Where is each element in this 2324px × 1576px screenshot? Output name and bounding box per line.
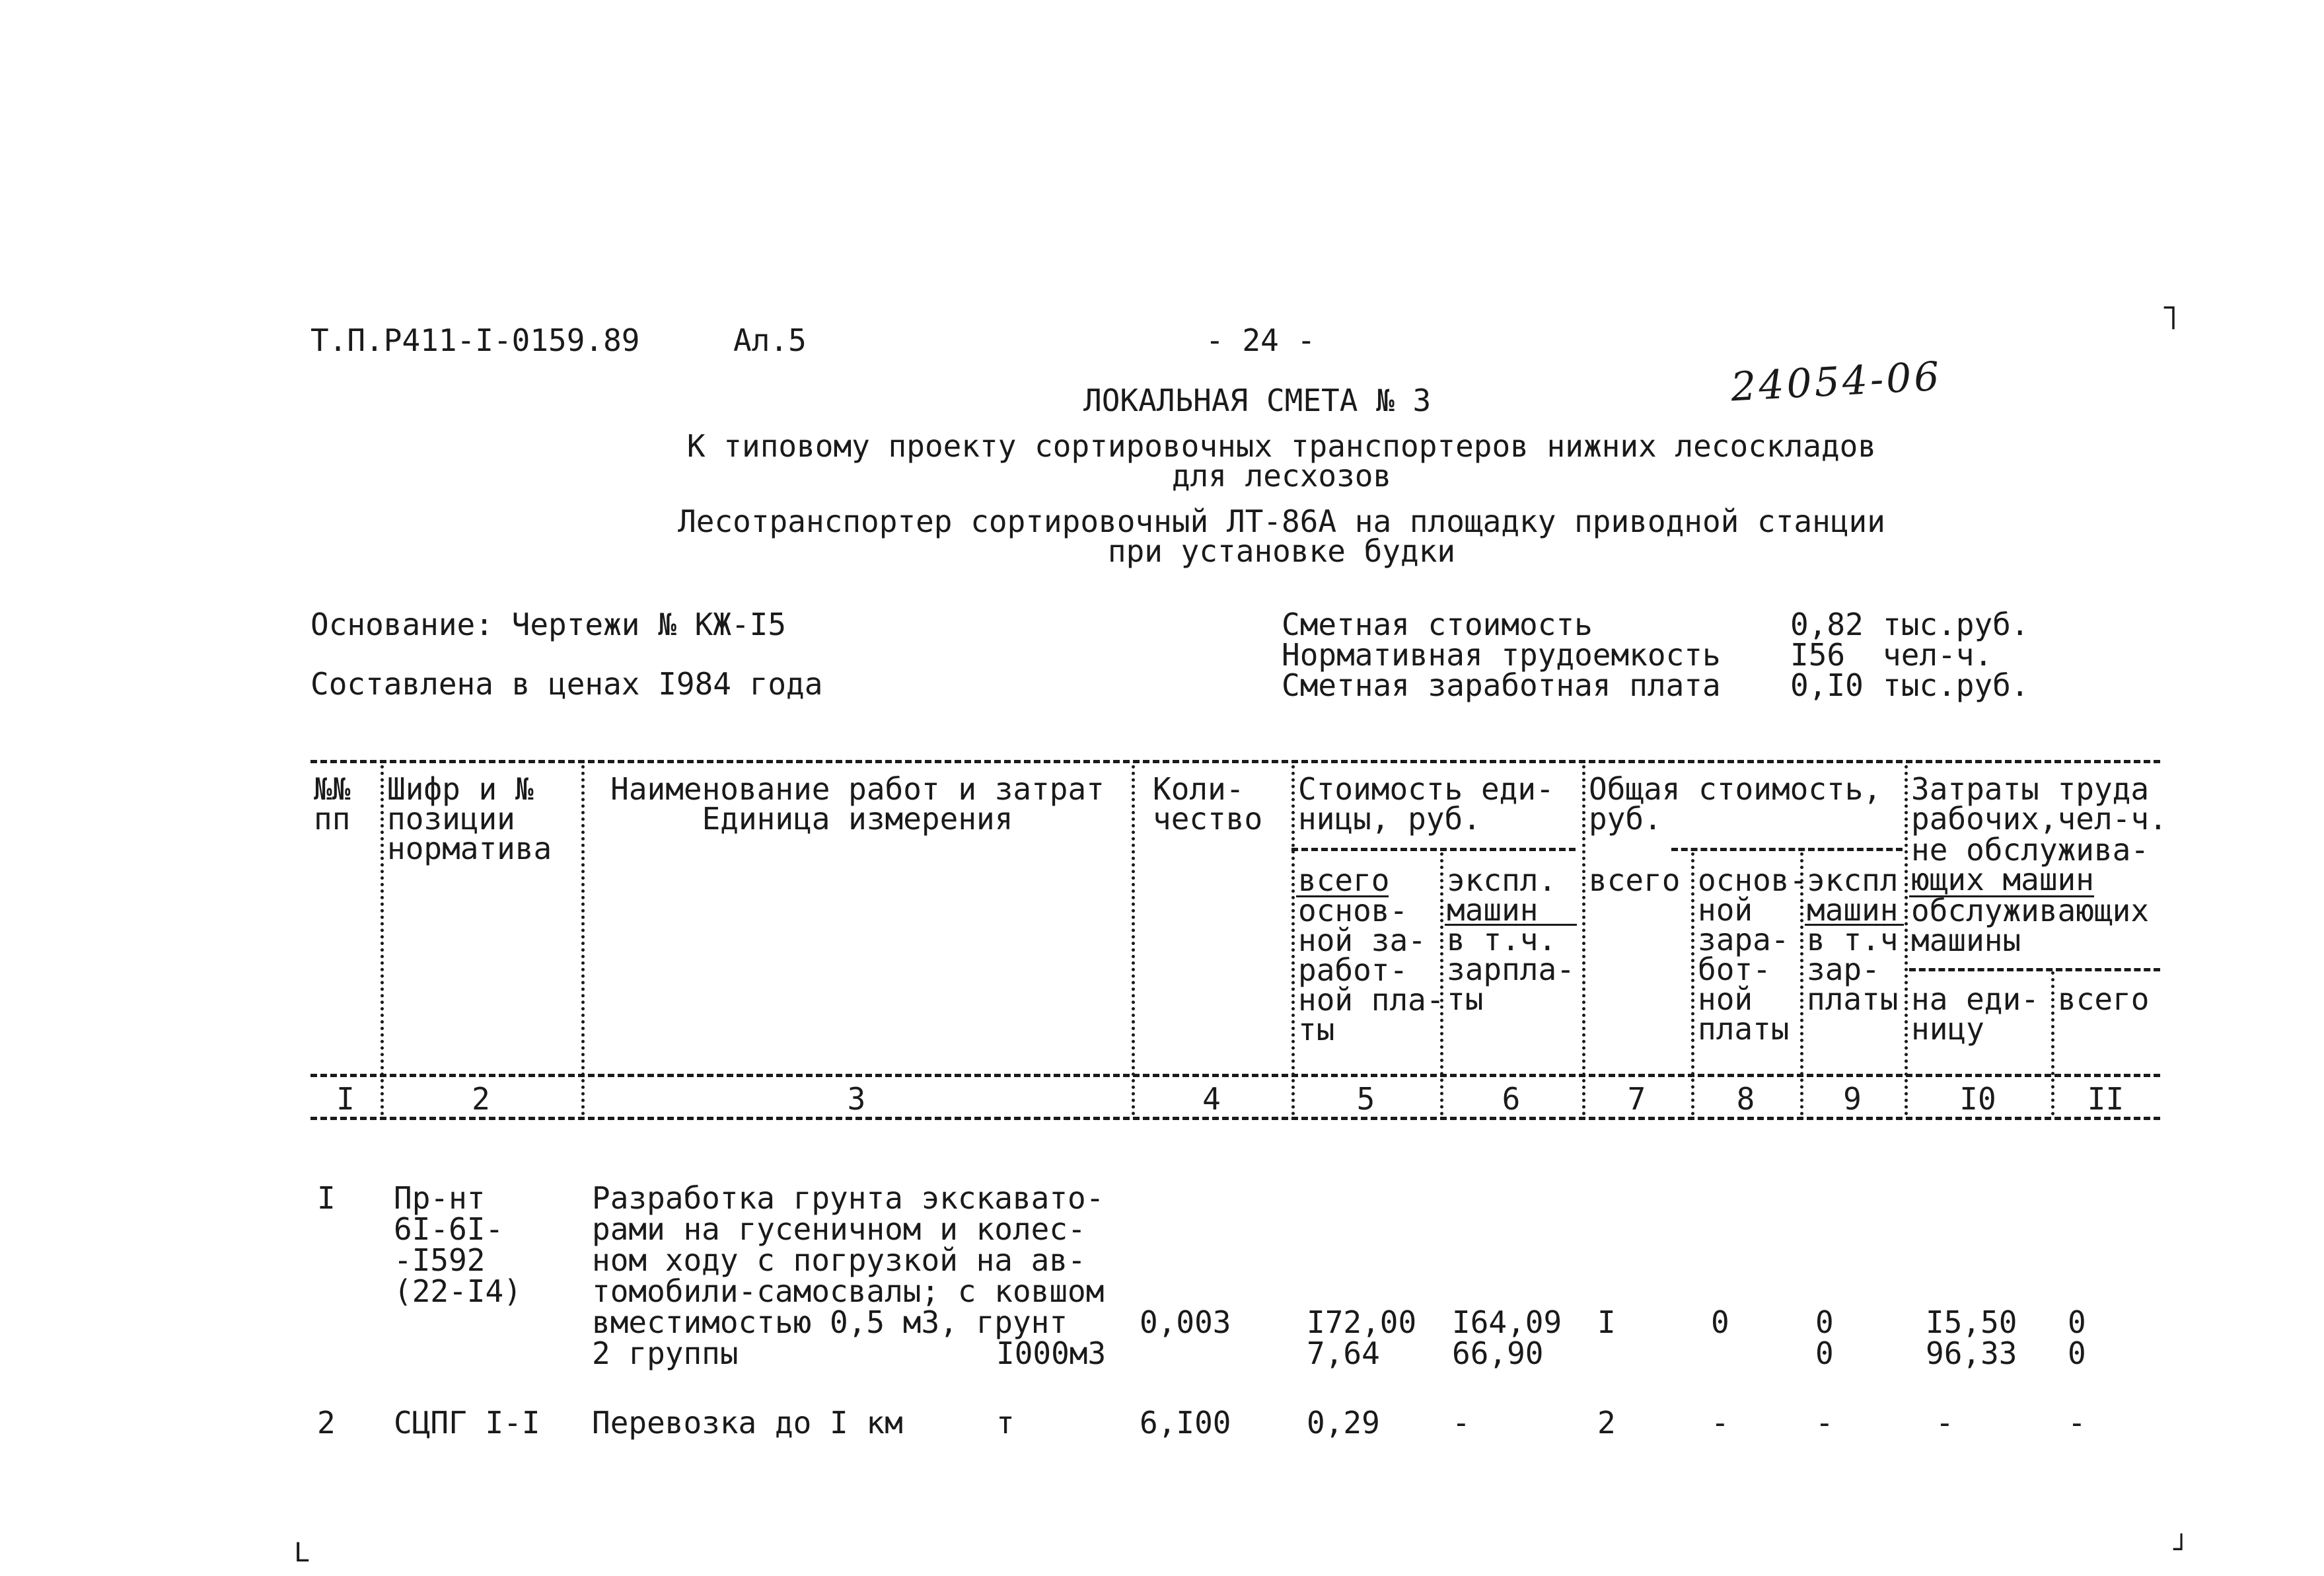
column-number: 9 — [1843, 1081, 1862, 1117]
row1-total-machines: 0 0 — [1815, 1304, 1834, 1371]
col-separator — [1905, 765, 1908, 1115]
row1-code: Пр-нт 6I-6I- -I592 (22-I4) — [394, 1180, 522, 1309]
header-labor: Затраты труда рабочих,чел-ч. — [1911, 771, 2167, 837]
col-separator — [1691, 852, 1694, 1115]
doc-reference: Т.П.Р411-I-0159.89 — [310, 322, 640, 358]
header-total-machine-wages: в т.ч зар- платы — [1807, 922, 1899, 1017]
row2-quantity: 6,I00 — [1140, 1405, 1231, 1441]
estimate-title: ЛОКАЛЬНАЯ СМЕТА № 3 — [1083, 383, 1432, 418]
header-unit-total: всего — [1298, 862, 1390, 898]
album-number: Ал.5 — [733, 322, 807, 358]
row1-total-cost: I — [1597, 1304, 1616, 1340]
page-number: - 24 - — [1206, 322, 1316, 358]
table-top-rule — [310, 760, 2160, 763]
column-number: 2 — [472, 1081, 490, 1117]
row2-labor-per-unit: - — [1936, 1405, 1954, 1441]
header-labor-total: всего — [2058, 981, 2150, 1017]
corner-mark-top: ˥ — [2159, 298, 2180, 338]
object-line-1: Лесотранспортер сортировочный ЛТ-86А на площадку приводной станции — [678, 504, 1885, 539]
object-line-2: при установке будки — [1107, 533, 1456, 569]
total-cost-sub-rule — [1671, 848, 1903, 851]
header-unit-cost: Стоимость еди- ницы, руб. — [1298, 771, 1554, 837]
header-total-wages: основ- ной зара- бот- ной платы — [1698, 862, 1808, 1047]
header-row-number: №№ пп — [314, 771, 351, 837]
col-separator — [1582, 765, 1585, 1115]
project-line-2: для лесхозов — [1171, 458, 1392, 494]
column-number: 6 — [1502, 1081, 1521, 1117]
basis-drawings: Основание: Чертежи № КЖ-I5 — [310, 607, 787, 642]
header-total-cost: Общая стоимость, руб. — [1589, 771, 1882, 837]
project-line-1: К типовому проекту сортировочных транспортеров нижних лесоскладов — [686, 428, 1877, 464]
row2-total-cost: 2 — [1597, 1405, 1616, 1441]
row2-labor-total: - — [2068, 1405, 2086, 1441]
column-number: II — [2087, 1081, 2124, 1117]
row1-unit-cost: I72,00 7,64 — [1307, 1304, 1417, 1371]
row2-total-wages: - — [1711, 1405, 1729, 1441]
summary-value-wages: 0,I0 — [1790, 667, 1864, 703]
row1-labor-per-unit: I5,50 96,33 — [1926, 1304, 2017, 1371]
header-norm-code: Шифр и № позиции норматива — [387, 771, 552, 866]
summary-label-cost: Сметная стоимость — [1282, 607, 1593, 642]
column-number: 7 — [1627, 1081, 1646, 1117]
row1-number: I — [317, 1180, 336, 1216]
row1-labor-total: 0 0 — [2068, 1304, 2086, 1371]
row2-name: Перевозка до I км — [592, 1405, 903, 1441]
summary-label-labor: Нормативная трудоемкость — [1282, 637, 1721, 673]
column-numbers-rule — [310, 1117, 2160, 1120]
header-total-machines: экспл машин — [1807, 862, 1899, 928]
row1-unit-machines: I64,09 66,90 — [1452, 1304, 1562, 1371]
summary-unit-labor: чел-ч. — [1883, 637, 1993, 673]
header-unit-machine-wages: в т.ч. зарпла- ты — [1447, 922, 1575, 1017]
row2-code: СЦПГ I-I — [394, 1405, 540, 1441]
row2-unit: т — [996, 1405, 1015, 1441]
summary-value-cost: 0,82 — [1790, 607, 1864, 642]
column-number: 5 — [1356, 1081, 1375, 1117]
col-separator — [581, 765, 585, 1115]
column-number: 3 — [847, 1081, 866, 1117]
corner-mark-bottom-left: L — [294, 1538, 310, 1568]
corner-mark-bottom-right: ┘ — [2173, 1534, 2190, 1565]
row2-unit-machines: - — [1452, 1405, 1471, 1441]
summary-unit-wages: тыс.руб. — [1883, 667, 2029, 703]
row1-total-wages: 0 — [1711, 1304, 1729, 1340]
row2-unit-cost: 0,29 — [1307, 1405, 1380, 1441]
row2-total-machines: - — [1815, 1405, 1834, 1441]
col-separator — [381, 765, 384, 1115]
header-quantity: Коли- чество — [1153, 771, 1263, 837]
unit-cost-sub-rule — [1291, 848, 1576, 851]
row1-unit: I000м3 — [996, 1335, 1107, 1371]
header-labor-not-serving: не обслужива- ющих машин — [1911, 832, 2150, 897]
col-separator — [1132, 765, 1135, 1115]
col-separator — [1291, 765, 1295, 1115]
basis-prices: Составлена в ценах I984 года — [310, 666, 823, 702]
column-number: 4 — [1202, 1081, 1221, 1117]
column-number: I — [336, 1081, 355, 1117]
row1-name: Разработка грунта экскавато- рами на гусеничном и колес- ном ходу с погрузкой на ав- томобили-самосвалы; с ковшом вместимостью 0,5 м3, грунт 2 группы — [592, 1180, 1105, 1371]
row1-quantity: 0,003 — [1140, 1304, 1231, 1340]
summary-label-wages: Сметная заработная плата — [1282, 667, 1721, 703]
header-unit-machines: экспл. машин — [1447, 862, 1557, 928]
handwritten-number: 24054-06 — [1729, 353, 1943, 411]
header-unit-wages: основ- ной за- работ- ной пла- ты — [1298, 893, 1445, 1047]
column-number: 8 — [1736, 1081, 1755, 1117]
labor-sub-rule — [1909, 968, 2160, 971]
header-total-all: всего — [1589, 862, 1681, 898]
column-number: I0 — [1959, 1081, 1996, 1117]
row2-number: 2 — [317, 1405, 336, 1441]
header-labor-serving: обслуживающих машины — [1911, 893, 2150, 958]
summary-value-labor: I56 — [1790, 637, 1846, 673]
summary-unit-cost: тыс.руб. — [1883, 607, 2029, 642]
header-work-name: Наименование работ и затрат Единица измерения — [610, 771, 1105, 837]
header-labor-per-unit: на еди- ницу — [1911, 981, 2039, 1047]
table-header-bottom-rule — [310, 1074, 2160, 1077]
